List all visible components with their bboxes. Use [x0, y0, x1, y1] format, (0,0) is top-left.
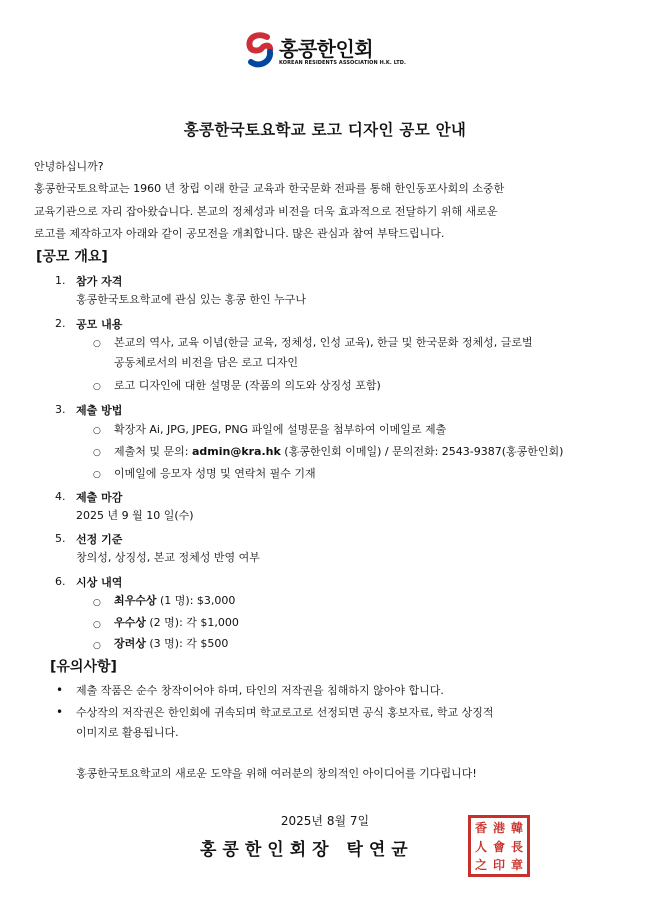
prize-detail: (1 명): $3,000 [156, 594, 236, 607]
prize-name: 우수상 [114, 616, 146, 629]
bullet-circle-icon: ○ [93, 598, 101, 608]
item-number: 2. [55, 317, 66, 330]
intro-line-2: 교육기관으로 자리 잡아왔습니다. 본교의 정체성과 비전을 더욱 효과적으로 전달하기 위해 새로운 [34, 205, 498, 218]
logo-subtitle: KOREAN RESIDENTS ASSOCIATION H.K. LTD. [279, 60, 406, 66]
item-number: 6. [55, 575, 66, 588]
bullet-circle-icon: ○ [93, 382, 101, 392]
official-seal-stamp: 香 港 韓 人 會 長 之 印 章 [468, 815, 530, 877]
item-number: 5. [55, 532, 66, 545]
item-title-submission: 제출 방법 [76, 404, 123, 417]
prize-detail: (2 명): 각 $1,000 [145, 616, 239, 629]
notes-heading: [유의사항] [50, 659, 117, 675]
note-1: 제출 작품은 순수 창작이어야 하며, 타인의 저작권을 침해하지 않아야 합니다. [76, 684, 444, 697]
document-title: 홍콩한국토요학교 로고 디자인 공모 안내 [183, 121, 467, 139]
submission-contact [114, 443, 563, 461]
issue-date: 2025년 8월 7일 [280, 814, 370, 828]
prize-first [114, 592, 235, 610]
item-number: 4. [55, 490, 66, 503]
bullet-circle-icon: ○ [93, 620, 101, 630]
overview-heading: [공모 개요] [36, 249, 108, 265]
logo-name: 홍콩한인회 [279, 37, 374, 61]
item-title-content: 공모 내용 [76, 318, 123, 331]
item-title-criteria: 선정 기준 [76, 533, 123, 546]
submission-bullet-2: 이메일에 응모자 성명 및 연락처 필수 기재 [114, 467, 316, 480]
content-bullet-2: 로고 디자인에 대한 설명문 (작품의 의도와 상징성 포함) [114, 379, 381, 392]
bullet-circle-icon: ○ [93, 339, 101, 349]
intro-line-3: 로고를 제작하고자 아래와 같이 공모전을 개최합니다. 많은 관심과 참여 부탁드립니다. [34, 227, 445, 240]
item-text-criteria: 창의성, 상징성, 본교 정체성 반영 여부 [76, 551, 260, 564]
bullet-circle-icon: ○ [93, 448, 101, 458]
bullet-circle-icon: ○ [93, 470, 101, 480]
note-2-cont: 이미지로 활용됩니다. [76, 726, 179, 739]
content-bullet-1-cont: 공동체로서의 비전을 담은 로고 디자인 [114, 356, 299, 369]
note-2: 수상작의 저작권은 한인회에 귀속되며 학교로고로 선정되면 공식 홍보자료, 학교 상징적 [76, 706, 494, 719]
intro-line-1: 홍콩한국토요학교는 1960 년 창립 이래 한글 교육과 한국문화 전파를 통해 한인동포사회의 소중한 [34, 182, 505, 195]
bullet-circle-icon: ○ [93, 426, 101, 436]
signature: 홍콩한인회장 탁연균 [200, 840, 414, 860]
content-bullet-1: 본교의 역사, 교육 이념(한글 교육, 정체성, 인성 교육), 한글 및 한국문화 정체성, 글로벌 [114, 336, 533, 349]
closing-message: 홍콩한국토요학교의 새로운 도약을 위해 여러분의 창의적인 아이디어를 기다립니다! [76, 767, 477, 780]
contact-email[interactable]: admin@kra.hk [191, 445, 281, 458]
item-title-deadline: 제출 마감 [76, 491, 123, 504]
greeting: 안녕하십니까? [34, 160, 104, 173]
bullet-dot-icon: • [56, 683, 64, 697]
item-text-deadline: 2025 년 9 월 10 일(수) [76, 509, 194, 522]
prize-second [114, 614, 239, 632]
item-text-eligibility: 홍콩한국토요학교에 관심 있는 홍콩 한인 누구나 [76, 293, 307, 306]
taegeuk-logo-icon [245, 32, 275, 68]
item-number: 3. [55, 403, 66, 416]
contact-prefix: 제출처 및 문의: [114, 445, 192, 458]
item-number: 1. [55, 274, 66, 287]
item-title-prizes: 시상 내역 [76, 576, 123, 589]
prize-detail: (3 명): 각 $500 [145, 637, 229, 650]
prize-third [114, 635, 228, 653]
item-title-eligibility: 참가 자격 [76, 275, 123, 288]
submission-bullet-1: 확장자 Ai, JPG, JPEG, PNG 파일에 설명문을 첨부하여 이메일로 제출 [114, 423, 447, 436]
prize-name: 최우수상 [114, 594, 157, 607]
contact-suffix: (홍콩한인회 이메일) / 문의전화: 2543-9387(홍콩한인회) [280, 445, 564, 458]
bullet-circle-icon: ○ [93, 641, 101, 651]
association-logo [245, 30, 415, 80]
bullet-dot-icon: • [56, 705, 64, 719]
prize-name: 장려상 [114, 637, 146, 650]
